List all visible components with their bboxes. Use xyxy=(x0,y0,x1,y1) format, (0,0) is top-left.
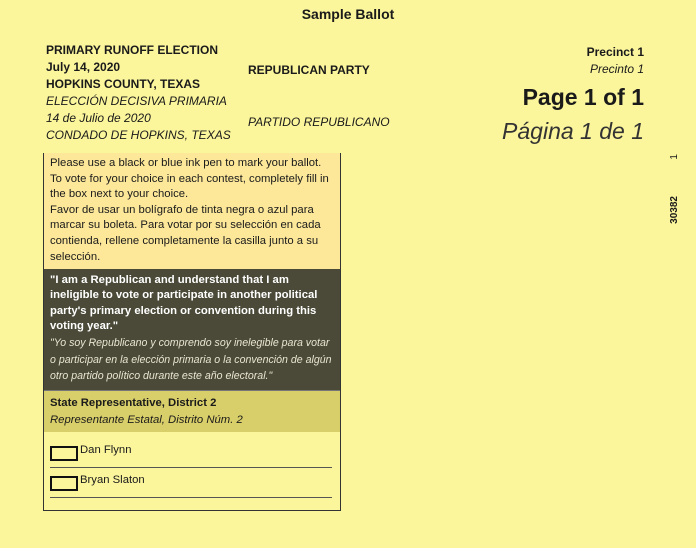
oath-es: "Yo soy Republicano y comprendo soy inelegible para votar o participar en la elección primaria o la convención de algún otro partido político durante este año electoral." xyxy=(50,337,332,383)
contest-header xyxy=(44,390,340,432)
page-number-en: Page 1 of 1 xyxy=(522,84,644,110)
candidate-option[interactable] xyxy=(50,438,332,468)
candidate-option[interactable] xyxy=(50,468,332,498)
candidate-checkbox[interactable] xyxy=(50,476,78,491)
ballot-title: Sample Ballot xyxy=(301,6,395,22)
column-bottom-border xyxy=(44,510,340,511)
contest-title-en: State Representative, District 2 xyxy=(50,396,217,409)
candidate-list xyxy=(44,432,340,498)
ballot-column xyxy=(43,153,341,511)
oath-en: "I am a Republican and understand that I am ineligible to vote or participate in another political party's primary election or convention during this voting year." xyxy=(50,274,318,333)
instructions xyxy=(44,153,340,269)
precinct-info xyxy=(587,44,644,78)
precinct-es: Precinto 1 xyxy=(589,62,644,76)
election-date-es: 14 de Julio de 2020 xyxy=(46,111,151,125)
party-oath xyxy=(44,269,340,390)
election-info xyxy=(46,42,231,144)
precinct-en: Precinct 1 xyxy=(586,45,644,59)
election-name-es: ELECCIÓN DECISIVA PRIMARIA xyxy=(46,94,227,108)
county-en: HOPKINS COUNTY, TEXAS xyxy=(46,77,201,91)
instructions-en: Please use a black or blue ink pen to mark your ballot. To vote for your choice in each contest, completely fill in the box next to your choice. xyxy=(50,157,329,201)
contest-title-es: Representante Estatal, Distrito Núm. 2 xyxy=(50,413,243,426)
side-ballot-id: 30382 xyxy=(669,196,680,224)
page-number-es: Página 1 de 1 xyxy=(502,118,644,144)
candidate-name: Bryan Slaton xyxy=(80,473,145,486)
party-es: PARTIDO REPUBLICANO xyxy=(248,115,390,129)
party-en: REPUBLICAN PARTY xyxy=(248,63,370,77)
election-date-en: July 14, 2020 xyxy=(46,60,121,74)
election-name-en: PRIMARY RUNOFF ELECTION xyxy=(46,43,219,57)
candidate-checkbox[interactable] xyxy=(50,446,78,461)
county-es: CONDADO DE HOPKINS, TEXAS xyxy=(46,128,231,142)
instructions-es: Favor de usar un bolígrafo de tinta negra o azul para marcar su boleta. Para votar por su selección en cada contienda, rellene completamente la casilla junto a su selección. xyxy=(50,203,321,263)
side-page-number: 1 xyxy=(669,154,680,160)
candidate-name: Dan Flynn xyxy=(80,443,132,456)
